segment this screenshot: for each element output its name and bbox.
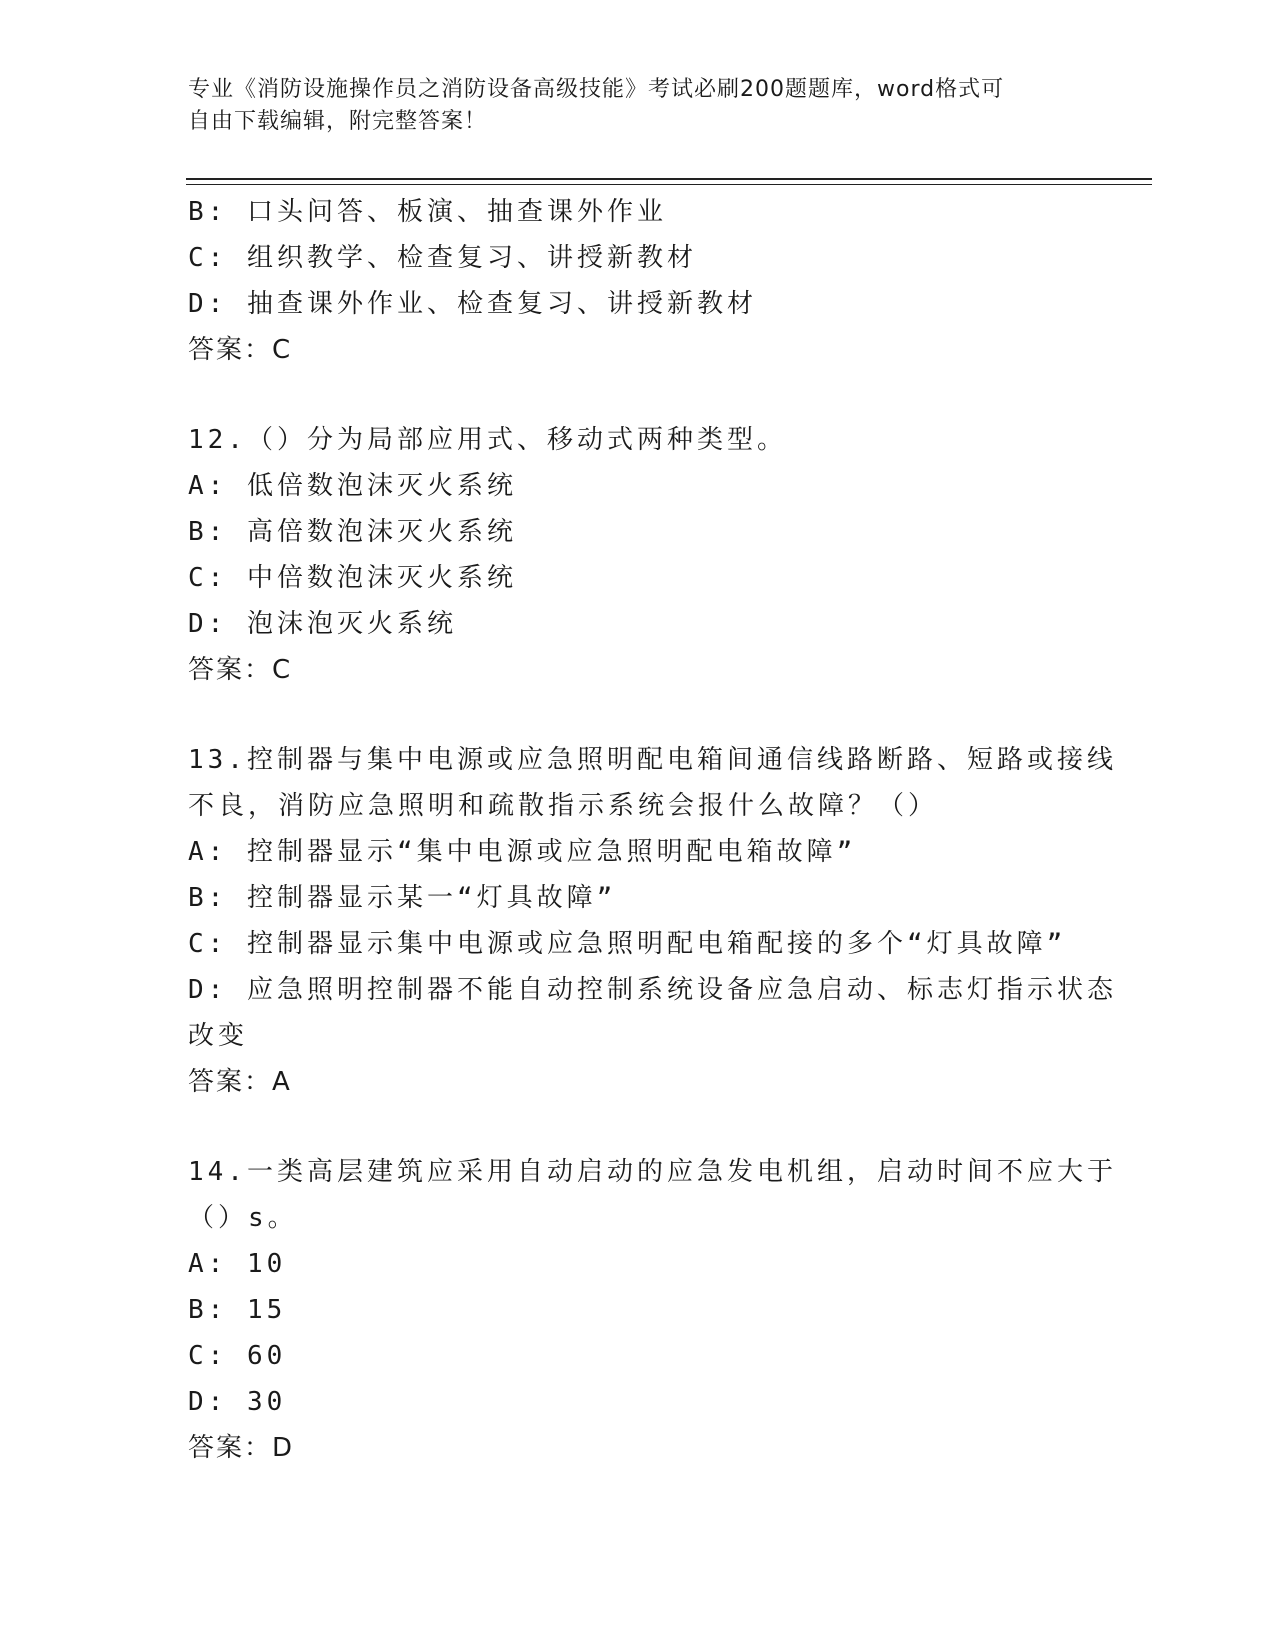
question-14-option-d: D: 30 [188,1387,287,1417]
question-13-option-d-line-2: 改变 [188,1021,249,1051]
prev-option-c: C: 组织教学、检查复习、讲授新教材 [188,243,697,273]
question-12-stem: 12.（）分为局部应用式、移动式两种类型。 [188,425,787,455]
document-header [188,74,1068,138]
prev-answer: 答案：C [188,335,293,365]
question-12-option-d: D: 泡沫泡灭火系统 [188,609,457,639]
question-14-stem-line-1: 14.一类高层建筑应采用自动启动的应急发电机组，启动时间不应大于 [188,1157,1117,1187]
question-13-option-b: B: 控制器显示某一“灯具故障” [188,883,617,913]
question-14-option-c: C: 60 [188,1341,287,1371]
question-14-option-a: A: 10 [188,1249,287,1279]
question-12-option-b: B: 高倍数泡沫灭火系统 [188,517,517,547]
header-line-1: 专业《消防设施操作员之消防设备高级技能》考试必刷200题题库，word格式可 [188,77,1005,102]
spacer [188,1105,1068,1149]
question-13-answer: 答案：A [188,1067,292,1097]
question-12-option-c: C: 中倍数泡沫灭火系统 [188,563,517,593]
question-13-option-d-line-1: D: 应急照明控制器不能自动控制系统设备应急启动、标志灯指示状态 [188,975,1117,1005]
question-14-answer: 答案：D [188,1433,295,1463]
spacer [188,373,1068,417]
question-12-block [188,417,1068,693]
prev-question-block [188,189,1068,373]
question-12-option-a: A: 低倍数泡沫灭火系统 [188,471,517,501]
question-12-answer: 答案：C [188,655,293,685]
question-13-option-a: A: 控制器显示“集中电源或应急照明配电箱故障” [188,837,857,867]
spacer [188,693,1068,737]
prev-option-b: B: 口头问答、板演、抽查课外作业 [188,197,667,227]
question-13-block [188,737,1117,1105]
question-13-option-c: C: 控制器显示集中电源或应急照明配电箱配接的多个“灯具故障” [188,929,1067,959]
question-13-stem-line-1: 13.控制器与集中电源或应急照明配电箱间通信线路断路、短路或接线 [188,745,1117,775]
question-14-stem-line-2: （）s。 [188,1203,298,1233]
header-rule-thick [186,178,1152,180]
prev-option-d: D: 抽查课外作业、检查复习、讲授新教材 [188,289,757,319]
header-line-2: 自由下载编辑，附完整答案！ [188,109,488,134]
question-14-option-b: B: 15 [188,1295,287,1325]
question-14-block [188,1149,1117,1471]
question-content [188,189,1117,1471]
header-rule-thin [186,184,1152,185]
question-13-stem-line-2: 不良，消防应急照明和疏散指示系统会报什么故障？（） [188,791,939,821]
